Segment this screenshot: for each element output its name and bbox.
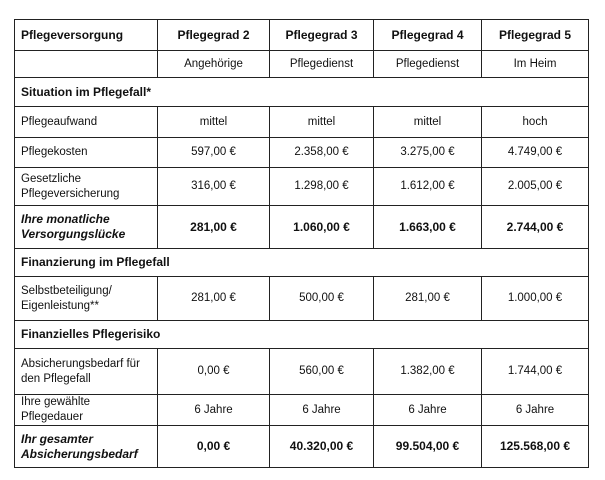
row-label: Selbstbeteiligung/ Eigenleistung** <box>15 277 158 321</box>
row-label: Ihre gewählte Pflegedauer <box>15 395 158 426</box>
subheader-row <box>15 51 589 78</box>
table-cell: mittel <box>270 107 374 138</box>
section-row <box>15 249 589 277</box>
table-cell: 281,00 € <box>374 277 482 321</box>
header-cell: Pflegegrad 3 <box>270 20 374 51</box>
table-row <box>15 168 589 206</box>
header-cell: Pflegegrad 5 <box>482 20 589 51</box>
table-cell: 1.612,00 € <box>374 168 482 206</box>
table-row <box>15 349 589 395</box>
table-cell: mittel <box>374 107 482 138</box>
section-title: Finanzielles Pflegerisiko <box>15 321 589 349</box>
row-label: Pflegekosten <box>15 138 158 168</box>
table-cell: 1.298,00 € <box>270 168 374 206</box>
subheader-cell: Pflegedienst <box>374 51 482 78</box>
table-cell: 40.320,00 € <box>270 426 374 468</box>
row-label: Absicherungsbedarf für den Pflegefall <box>15 349 158 395</box>
table-cell: 597,00 € <box>158 138 270 168</box>
table-cell: hoch <box>482 107 589 138</box>
table-cell: 1.382,00 € <box>374 349 482 395</box>
table-cell: mittel <box>158 107 270 138</box>
table-cell: 1.000,00 € <box>482 277 589 321</box>
table-cell: 2.744,00 € <box>482 206 589 249</box>
row-label: Gesetzliche Pflegeversicherung <box>15 168 158 206</box>
table-row <box>15 277 589 321</box>
table-cell: 316,00 € <box>158 168 270 206</box>
table-cell: 281,00 € <box>158 206 270 249</box>
table-cell: 2.358,00 € <box>270 138 374 168</box>
table-cell: 2.005,00 € <box>482 168 589 206</box>
section-row <box>15 78 589 107</box>
table-cell: 4.749,00 € <box>482 138 589 168</box>
table-cell: 0,00 € <box>158 349 270 395</box>
table-cell: 281,00 € <box>158 277 270 321</box>
table-cell: 6 Jahre <box>270 395 374 426</box>
table-row <box>15 138 589 168</box>
table-cell: 1.744,00 € <box>482 349 589 395</box>
care-table <box>14 19 589 468</box>
table-row <box>15 206 589 249</box>
table-row <box>15 426 589 468</box>
header-cell: Pflegegrad 4 <box>374 20 482 51</box>
table-cell: 6 Jahre <box>374 395 482 426</box>
table-cell: 1.060,00 € <box>270 206 374 249</box>
header-row <box>15 20 589 51</box>
table-cell: 0,00 € <box>158 426 270 468</box>
subheader-cell: Im Heim <box>482 51 589 78</box>
table-cell: 6 Jahre <box>158 395 270 426</box>
row-label: Ihr gesamter Absicherungsbedarf <box>15 426 158 468</box>
subheader-cell <box>15 51 158 78</box>
table-cell: 125.568,00 € <box>482 426 589 468</box>
header-cell: Pflegegrad 2 <box>158 20 270 51</box>
header-cell: Pflegeversorgung <box>15 20 158 51</box>
row-label: Ihre monatliche Versorgungslücke <box>15 206 158 249</box>
table-cell: 560,00 € <box>270 349 374 395</box>
row-label: Pflegeaufwand <box>15 107 158 138</box>
table-cell: 1.663,00 € <box>374 206 482 249</box>
table-row <box>15 107 589 138</box>
table-cell: 500,00 € <box>270 277 374 321</box>
subheader-cell: Pflegedienst <box>270 51 374 78</box>
table-cell: 6 Jahre <box>482 395 589 426</box>
subheader-cell: Angehörige <box>158 51 270 78</box>
table-cell: 3.275,00 € <box>374 138 482 168</box>
table-row <box>15 395 589 426</box>
table-cell: 99.504,00 € <box>374 426 482 468</box>
section-title: Finanzierung im Pflegefall <box>15 249 589 277</box>
section-row <box>15 321 589 349</box>
section-title: Situation im Pflegefall* <box>15 78 589 107</box>
